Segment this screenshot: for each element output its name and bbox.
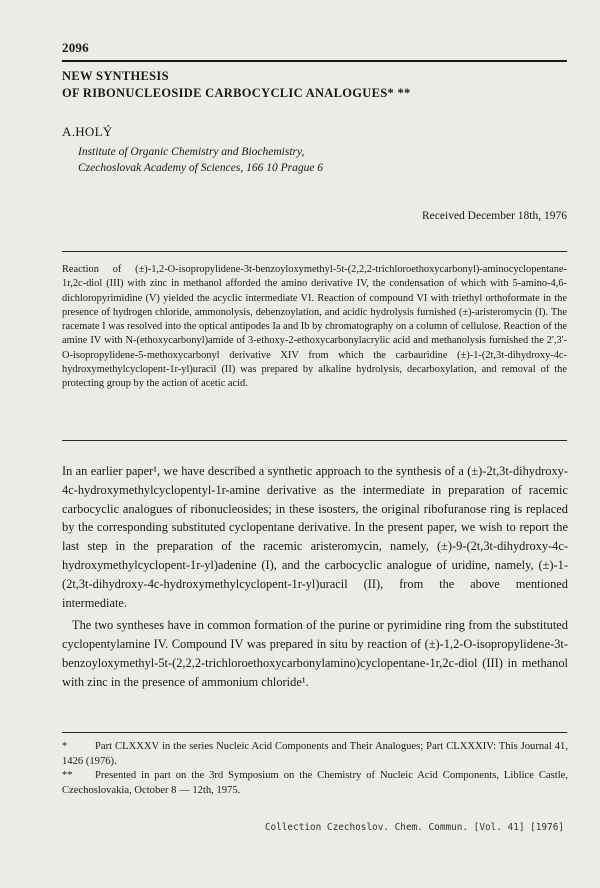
body-paragraph-2: The two syntheses have in common formation of the purine or pyrimidine ring from the substituted cyclopentylamine IV. Compound IV was prepared in situ by reaction of (±)-1,2-O-isopropylidene-3t-benzoyloxymethyl-5t-(2,2,2-trichloroethoxycarbonylamino)cyclopentane-1r,2c-diol (III) in methanol with zinc in the presence of ammonium chloride¹.	[62, 618, 568, 689]
affiliation-line-2: Czechoslovak Academy of Sciences, 166 10 Prague 6	[78, 162, 324, 174]
author-name: A.HOLÝ	[62, 124, 113, 139]
received-date: Received December 18th, 1976	[422, 210, 567, 222]
affiliation	[78, 144, 323, 176]
abstract-bottom-rule	[62, 440, 567, 441]
main-text	[62, 462, 568, 692]
footnote-rule	[62, 732, 567, 733]
affiliation-line-1: Institute of Organic Chemistry and Biochemistry,	[78, 146, 305, 158]
footnote-mark: **	[62, 770, 73, 781]
article-title	[62, 68, 567, 102]
abstract-top-rule	[62, 251, 567, 252]
footnote-mark: *	[62, 741, 68, 752]
header-rule	[62, 60, 567, 62]
page-number: 2096	[62, 40, 89, 55]
title-line-2: OF RIBONUCLEOSIDE CARBOCYCLIC ANALOGUES* **	[62, 86, 411, 100]
journal-footer: Collection Czechoslov. Chem. Commun. [Vol. 41] [1976]	[264, 822, 564, 833]
footnote-text: Presented in part on the 3rd Symposium on the Chemistry of Nucleic Acid Components, Liblice Castle, Czechoslovakia, October 8 — 12th, 1975.	[62, 770, 568, 796]
footnote-text: Part CLXXXV in the series Nucleic Acid Components and Their Analogues; Part CLXXXIV: This Journal 41, 1426 (1976).	[62, 741, 568, 767]
abstract-text: Reaction of (±)-1,2-O-isopropylidene-3t-benzoyloxymethyl-5t-(2,2,2-trichloroethoxycarbonyl)-aminocyclopentane-1r,2c-diol (III) with zinc in methanol afforded the amino derivative IV, the condensation of which with 5-amino-4,6-dichloropyrimidine (V) yielded the acyclic intermediate VI. Reaction of compound VI with triethyl orthoformate in the presence of hydrogen chloride, ammonolysis, debenzoylation, and acidic hydrolysis furnished (±)-aristeromycin (I). The racemate I was resolved into the optical antipodes Ia and Ib by chromatography on a column of cellulose. Reaction of the amine IV with N-(ethoxycarbonyl)amide of 3-ethoxy-2-ethoxycarbonylacrylic acid and methanolysis furnished the 2',3'-O-isopropylidene-5-methoxycarbonyl derivative XIV from which the carbauridine (±)-1-(2t,3t-dihydroxy-4c-hydroxymethylcyclopent-1r-yl)uracil (II) was prepared by alkaline hydrolysis, decarboxylation, and removal of the protecting group by the action of acetic acid.	[62, 264, 567, 390]
footnote-1	[62, 740, 568, 769]
title-line-1: NEW SYNTHESIS	[62, 69, 169, 83]
footnote-2	[62, 769, 568, 798]
body-paragraph-1: In an earlier paper¹, we have described a synthetic approach to the synthesis of a (±)-2t,3t-dihydroxy-4c-hydroxymethylcyclopentyl-1r-amine derivative as the intermediate in preparation of racemic carbocyclic analogues of ribonucleosides; in these isosters, the original ribofuranose ring is replaced by the corresponding substituted cyclopentane derivative. In the present paper, we wish to report the last step in the preparation of the racemic aristeromycin, namely, (±)-9-(2t,3t-dihydroxy-4c-hydroxymethylcyclopent-1r-yl)adenine (I), and the carbocyclic analogue of uridine, namely, (±)-1-(2t,3t-dihydroxy-4c-hydroxymethylcyclopent-1r-yl)uracil (II), from the above mentioned intermediate.	[62, 464, 568, 610]
footnotes	[62, 740, 568, 798]
